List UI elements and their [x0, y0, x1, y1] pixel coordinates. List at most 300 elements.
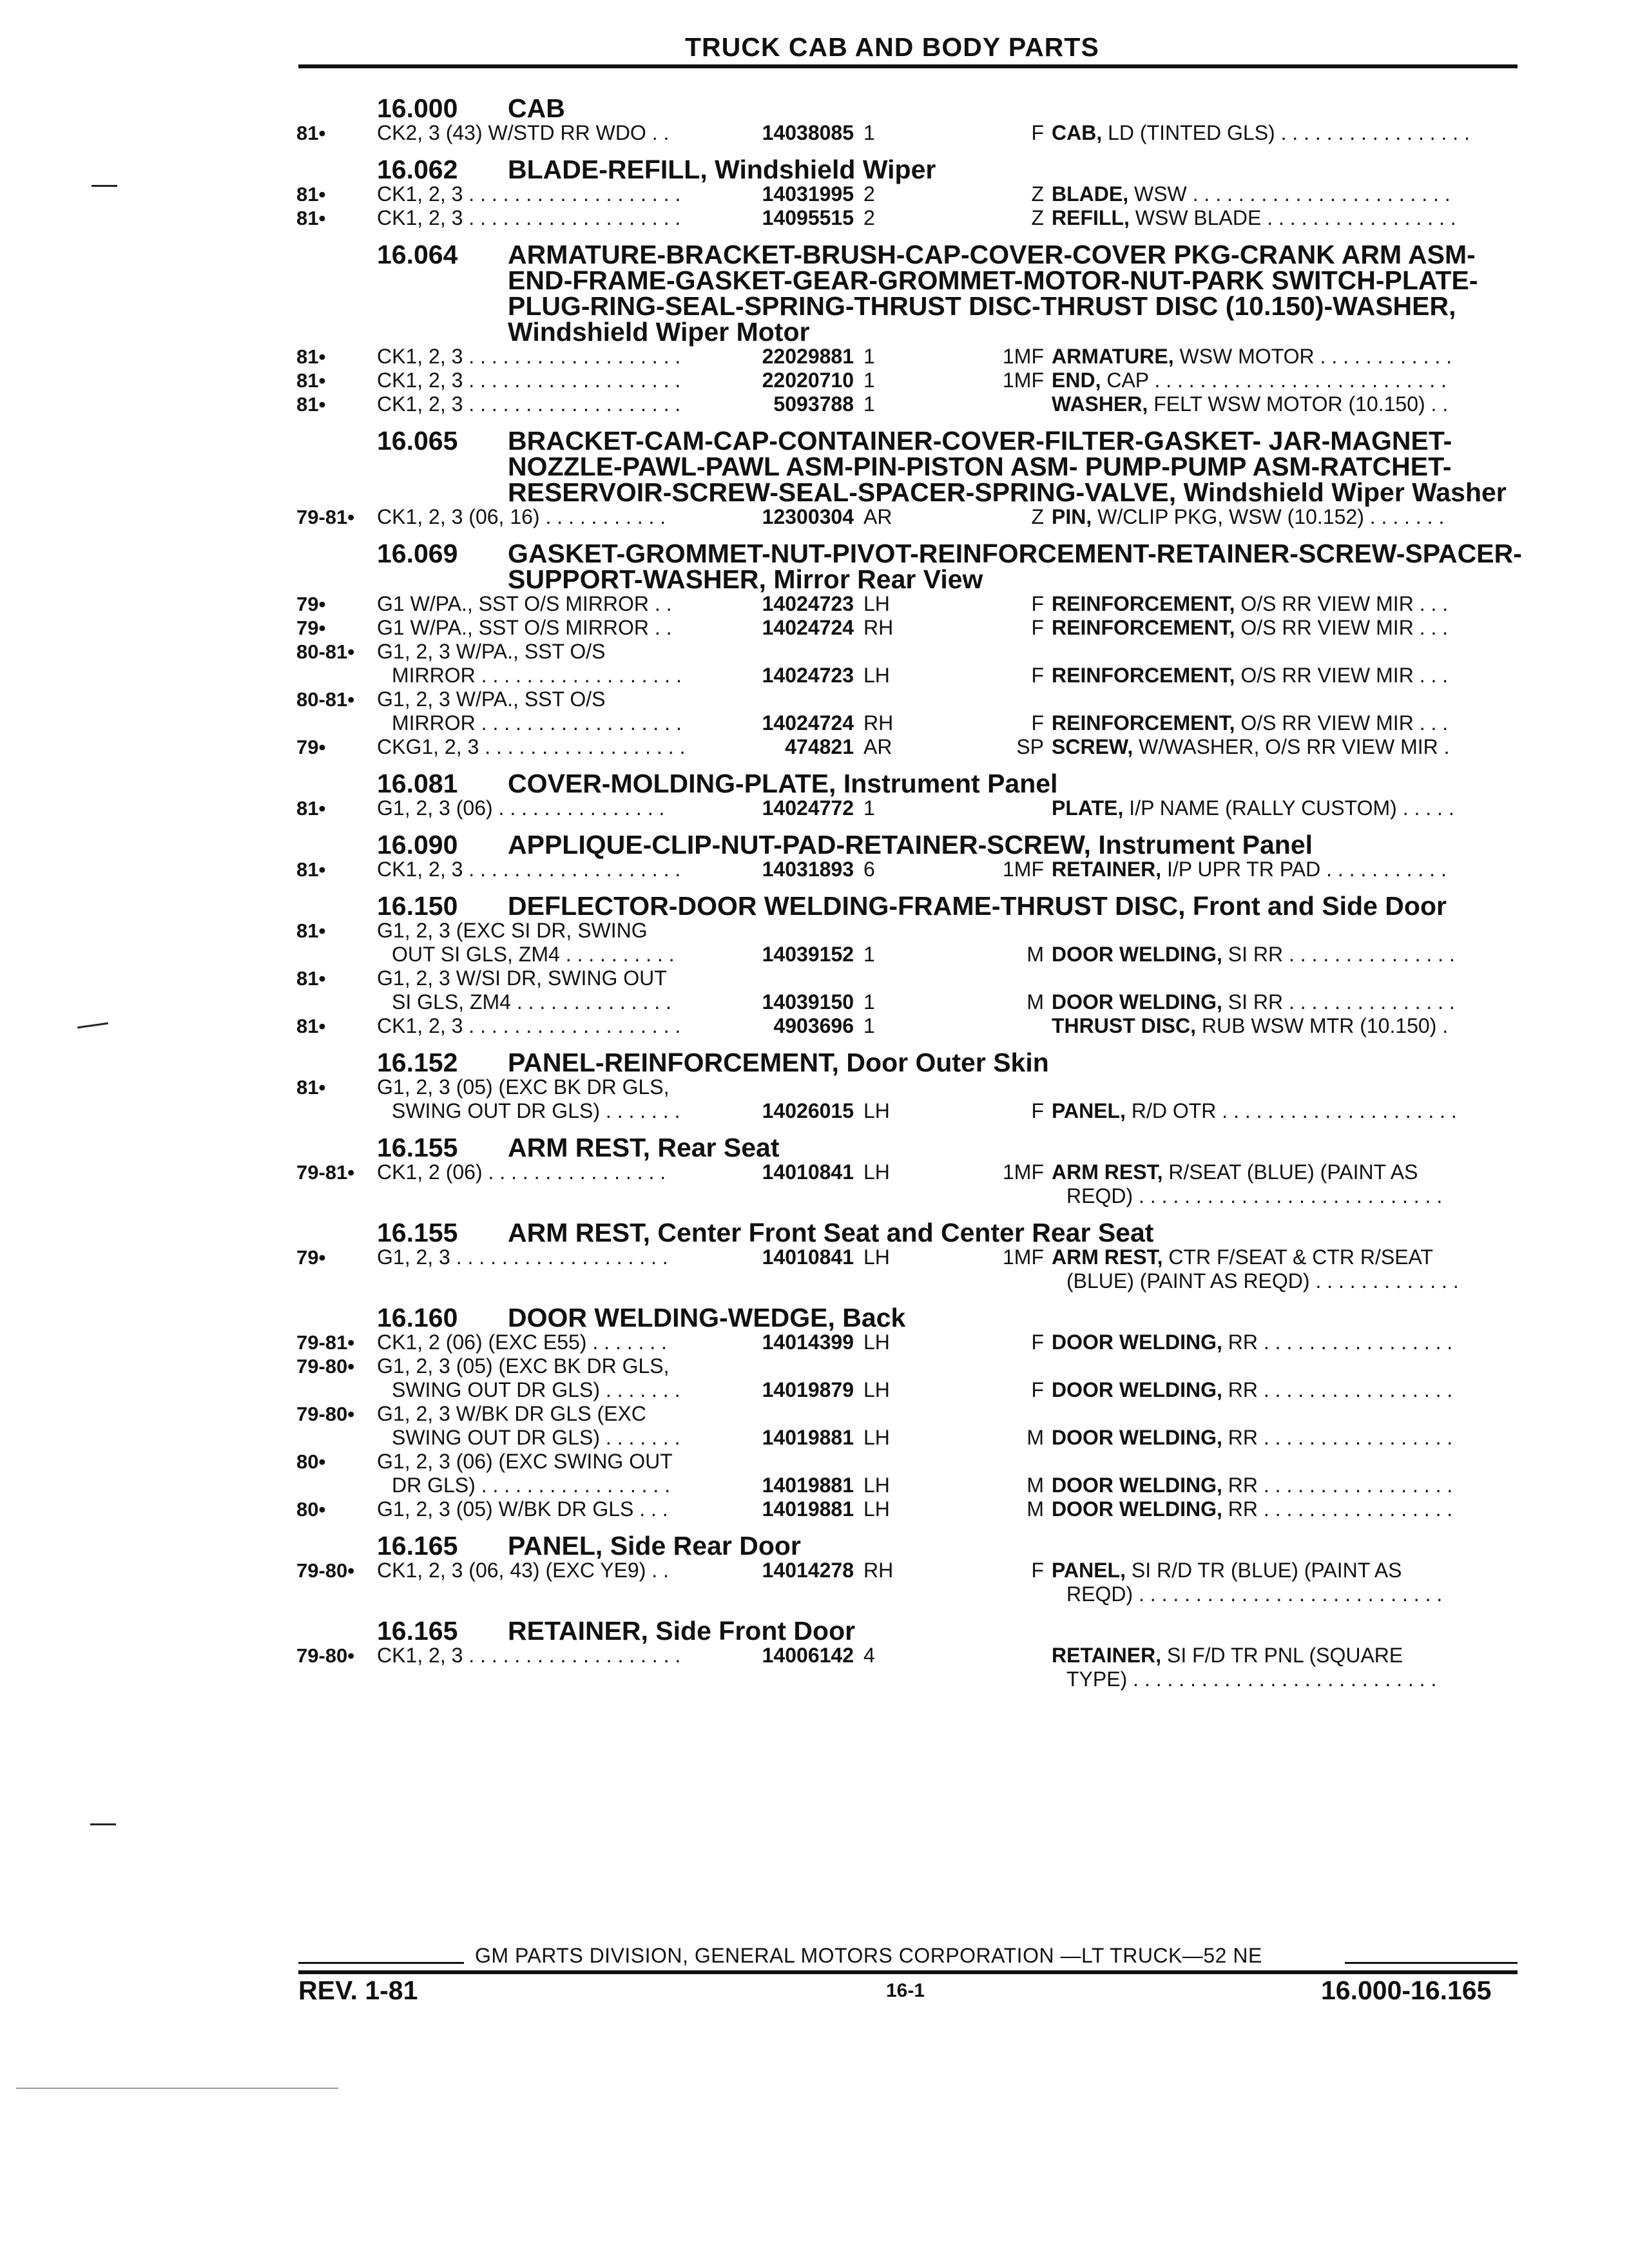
model-year: 79-80•	[296, 1559, 355, 1582]
part-number: 474821	[785, 735, 854, 758]
part-row	[296, 392, 1521, 416]
description	[1052, 1099, 1519, 1123]
section-title: DEFLECTOR-DOOR WELDING-FRAME-THRUST DISC, Front and Side Door	[508, 891, 1447, 921]
description-text: RR . . . . . . . . . . . . . . . . .	[1228, 1331, 1453, 1354]
section-heading	[296, 428, 1521, 505]
part-row	[296, 1644, 1521, 1691]
model-year: 81•	[296, 207, 326, 229]
source-code: M	[1027, 943, 1044, 966]
margin-mark	[77, 1023, 108, 1029]
model-text-cont: SWING OUT DR GLS) . . . . . . .	[392, 1378, 680, 1401]
part-number: 14014278	[762, 1559, 854, 1582]
part-row	[296, 1245, 1521, 1293]
model-text: CK2, 3 (43) W/STD RR WDO . .	[377, 121, 670, 144]
model-text: G1, 2, 3 W/PA., SST O/S	[377, 640, 606, 663]
quantity: 1	[863, 345, 875, 368]
quantity: RH	[863, 1559, 894, 1582]
description	[1052, 1644, 1519, 1667]
source-code: M	[1027, 1426, 1044, 1449]
description	[1052, 990, 1519, 1014]
section-title: BLADE-REFILL, Windshield Wiper	[508, 155, 936, 184]
part-row	[296, 345, 1521, 369]
description-cont: REQD) . . . . . . . . . . . . . . . . . . . . . . . . . . .	[1066, 1184, 1443, 1207]
source-code: M	[1027, 990, 1044, 1014]
model-text: CK1, 2, 3 (06, 16) . . . . . . . . . . .	[377, 505, 666, 528]
source-code: F	[1031, 664, 1044, 687]
model-text: G1, 2, 3 (05) (EXC BK DR GLS,	[377, 1075, 670, 1099]
quantity: 6	[863, 858, 875, 881]
parts-section	[296, 242, 1521, 416]
part-number: 14010841	[762, 1245, 854, 1269]
part-number: 14024723	[762, 664, 854, 687]
parts-list	[296, 84, 1521, 1691]
model-year: 81•	[296, 1076, 326, 1099]
model-text: CK1, 2, 3 . . . . . . . . . . . . . . . . . . .	[377, 1014, 681, 1037]
model-year: 79-81•	[296, 506, 355, 528]
part-row	[296, 966, 1521, 1014]
description-text: WSW BLADE . . . . . . . . . . . . . . . . .	[1135, 206, 1456, 229]
description-cont: (BLUE) (PAINT AS REQD) . . . . . . . . . . . . .	[1066, 1269, 1459, 1293]
description	[1052, 1559, 1519, 1582]
model-year: 81•	[296, 393, 326, 416]
description-text: W/CLIP PKG, WSW (10.152) . . . . . . .	[1097, 505, 1445, 528]
source-code: Z	[1031, 206, 1044, 229]
model-text: G1, 2, 3 W/BK DR GLS (EXC	[377, 1402, 646, 1425]
description-text: O/S RR VIEW MIR . . .	[1240, 592, 1449, 615]
description	[1052, 121, 1519, 145]
part-row	[296, 796, 1521, 820]
description	[1052, 711, 1519, 735]
description-text: RR . . . . . . . . . . . . . . . . .	[1228, 1378, 1453, 1401]
part-row	[296, 616, 1521, 640]
page-number: 16-1	[886, 1980, 925, 2001]
part-row	[296, 121, 1521, 145]
part-row	[296, 1559, 1521, 1606]
source-code: F	[1031, 616, 1044, 639]
source-code: M	[1027, 1497, 1044, 1521]
revision-label: REV. 1-81	[298, 1975, 418, 2005]
model-year: 79-80•	[296, 1355, 355, 1378]
quantity: AR	[863, 735, 892, 758]
part-row	[296, 182, 1521, 206]
source-code: 1MF	[1003, 1160, 1044, 1184]
section-heading	[296, 1618, 1521, 1644]
description-noun: REINFORCEMENT,	[1052, 616, 1235, 639]
quantity: 1	[863, 1014, 875, 1037]
description	[1052, 182, 1519, 206]
model-text: G1, 2, 3 W/SI DR, SWING OUT	[377, 966, 667, 990]
description-text: SI F/D TR PNL (SQUARE	[1166, 1644, 1403, 1667]
quantity: LH	[863, 1331, 890, 1354]
source-code: Z	[1031, 182, 1044, 206]
description-text: I/P UPR TR PAD . . . . . . . . . . .	[1166, 858, 1447, 881]
model-year: 79•	[296, 736, 326, 758]
description-cont: TYPE) . . . . . . . . . . . . . . . . . . . . . . . . . . .	[1066, 1667, 1437, 1691]
description	[1052, 943, 1519, 966]
description	[1052, 1474, 1519, 1497]
section-heading	[296, 771, 1521, 796]
model-year: 79-80•	[296, 1644, 355, 1667]
section-title: CAB	[508, 93, 565, 123]
part-number: 5093788	[773, 392, 854, 416]
model-year: 80•	[296, 1498, 326, 1521]
part-row	[296, 1450, 1521, 1497]
source-code: 1MF	[1003, 858, 1044, 881]
part-number: 14024772	[762, 796, 854, 820]
description-noun: PANEL,	[1052, 1099, 1126, 1122]
quantity: RH	[863, 711, 894, 735]
section-number: 16.064	[377, 240, 458, 269]
quantity: 4	[863, 1644, 875, 1667]
section-number: 16.165	[377, 1616, 458, 1646]
part-number: 14031995	[762, 182, 854, 206]
model-text: G1 W/PA., SST O/S MIRROR . .	[377, 592, 672, 615]
section-title: GASKET-GROMMET-NUT-PIVOT-REINFORCEMENT-RETAINER-SCREW-SPACER-SUPPORT-WASHER, Mirror Rear View	[508, 539, 1522, 594]
model-text: CKG1, 2, 3 . . . . . . . . . . . . . . . . . .	[377, 735, 686, 758]
parts-section	[296, 832, 1521, 881]
source-code: F	[1031, 1331, 1044, 1354]
model-text: G1, 2, 3 (06) . . . . . . . . . . . . . . .	[377, 796, 665, 820]
description	[1052, 616, 1519, 640]
part-number: 14006142	[762, 1644, 854, 1667]
model-text-cont: SWING OUT DR GLS) . . . . . . .	[392, 1426, 680, 1449]
part-row	[296, 1402, 1521, 1450]
footer-credit: GM PARTS DIVISION, GENERAL MOTORS CORPORATION —LT TRUCK—52 NE	[475, 1944, 1262, 1967]
parts-section	[296, 1135, 1521, 1208]
source-code: F	[1031, 121, 1044, 144]
footer-rule-left	[298, 1962, 464, 1964]
parts-section	[296, 157, 1521, 230]
source-code: F	[1031, 711, 1044, 735]
description-noun: END,	[1052, 369, 1101, 392]
quantity: LH	[863, 1245, 890, 1269]
section-heading	[296, 1533, 1521, 1559]
section-number: 16.165	[377, 1531, 458, 1561]
description-text: CAP . . . . . . . . . . . . . . . . . . . . . . . . . .	[1106, 369, 1447, 392]
description-noun: CAB,	[1052, 121, 1103, 144]
description-noun: DOOR WELDING,	[1052, 1426, 1222, 1449]
part-number: 14024724	[762, 711, 854, 735]
description-noun: ARM REST,	[1052, 1245, 1163, 1269]
model-year: 79-81•	[296, 1331, 355, 1354]
model-year: 81•	[296, 369, 326, 392]
description	[1052, 206, 1519, 230]
model-year: 79•	[296, 593, 326, 615]
part-number: 14031893	[762, 858, 854, 881]
description	[1052, 1331, 1519, 1354]
quantity: LH	[863, 1497, 890, 1521]
part-number: 14095515	[762, 206, 854, 229]
margin-mark	[92, 185, 117, 187]
model-year: 81•	[296, 967, 326, 990]
quantity: LH	[863, 664, 890, 687]
description-noun: PANEL,	[1052, 1559, 1126, 1582]
description-text: RR . . . . . . . . . . . . . . . . .	[1228, 1474, 1453, 1497]
description-text: WSW MOTOR . . . . . . . . . . . .	[1179, 345, 1452, 368]
model-year: 79•	[296, 1246, 326, 1269]
description-noun: REINFORCEMENT,	[1052, 592, 1235, 615]
description	[1052, 858, 1519, 881]
model-text-cont: DR GLS) . . . . . . . . . . . . . . . . .	[392, 1474, 671, 1497]
section-title: ARM REST, Center Front Seat and Center Rear Seat	[508, 1218, 1154, 1247]
model-text: G1, 2, 3 (05) W/BK DR GLS . . .	[377, 1497, 668, 1521]
description-text: RR . . . . . . . . . . . . . . . . .	[1228, 1497, 1453, 1521]
description-noun: RETAINER,	[1052, 1644, 1162, 1667]
model-text: CK1, 2, 3 . . . . . . . . . . . . . . . . . . .	[377, 858, 681, 881]
section-title: ARMATURE-BRACKET-BRUSH-CAP-COVER-COVER PKG-CRANK ARM ASM-END-FRAME-GASKET-GEAR-GROMMET-MOTOR-NUT-PARK SWITCH-PLATE-PLUG-RING-SEAL-SPRING-THRUST DISC-THRUST DISC (10.150)-WASHER, Windshield Wiper Motor	[508, 240, 1478, 347]
page-title: TRUCK CAB AND BODY PARTS	[685, 32, 1099, 62]
section-title: APPLIQUE-CLIP-NUT-PAD-RETAINER-SCREW, Instrument Panel	[508, 830, 1313, 860]
part-row	[296, 369, 1521, 392]
description-text: WSW . . . . . . . . . . . . . . . . . . . . . . .	[1134, 182, 1451, 206]
description	[1052, 796, 1519, 820]
model-year: 81•	[296, 122, 326, 144]
part-number: 4903696	[773, 1014, 854, 1037]
section-heading	[296, 541, 1521, 592]
source-code: M	[1027, 1474, 1044, 1497]
model-text: G1, 2, 3 . . . . . . . . . . . . . . . . . . .	[377, 1245, 668, 1269]
part-number: 14019881	[762, 1497, 854, 1521]
header-rule	[298, 64, 1518, 68]
description-text: O/S RR VIEW MIR . . .	[1240, 664, 1449, 687]
part-number: 22029881	[762, 345, 854, 368]
footer-rule	[298, 1970, 1518, 1974]
source-code: 1MF	[1003, 1245, 1044, 1269]
part-number: 14019881	[762, 1474, 854, 1497]
model-text: CK1, 2, 3 . . . . . . . . . . . . . . . . . . .	[377, 392, 681, 416]
description-noun: DOOR WELDING,	[1052, 1331, 1222, 1354]
part-number: 12300304	[762, 505, 854, 528]
section-number: 16.160	[377, 1303, 458, 1332]
quantity: LH	[863, 1474, 890, 1497]
description	[1052, 592, 1519, 616]
description-text: CTR F/SEAT & CTR R/SEAT	[1168, 1245, 1434, 1269]
description-noun: THRUST DISC,	[1052, 1014, 1196, 1037]
source-code: 1MF	[1003, 369, 1044, 392]
section-number: 16.090	[377, 830, 458, 860]
description-cont: REQD) . . . . . . . . . . . . . . . . . . . . . . . . . . .	[1066, 1582, 1443, 1606]
description-text: R/D OTR . . . . . . . . . . . . . . . . . . . . .	[1131, 1099, 1457, 1122]
description-text: FELT WSW MOTOR (10.150) . .	[1153, 392, 1449, 416]
part-row	[296, 1497, 1521, 1521]
parts-section	[296, 1533, 1521, 1606]
parts-section	[296, 1305, 1521, 1521]
part-row	[296, 919, 1521, 966]
model-text-cont: MIRROR . . . . . . . . . . . . . . . . . .	[392, 664, 682, 687]
model-text-cont: SI GLS, ZM4 . . . . . . . . . . . . . .	[392, 990, 671, 1014]
description-text: SI R/D TR (BLUE) (PAINT AS	[1131, 1559, 1402, 1582]
description	[1052, 1426, 1519, 1450]
part-number: 14024724	[762, 616, 854, 639]
model-year: 79•	[296, 617, 326, 639]
part-number: 14014399	[762, 1331, 854, 1354]
parts-section	[296, 1050, 1521, 1123]
model-text: G1, 2, 3 (05) (EXC BK DR GLS,	[377, 1354, 670, 1378]
quantity: LH	[863, 1160, 890, 1184]
section-heading	[296, 1050, 1521, 1075]
quantity: 2	[863, 206, 875, 229]
section-heading	[296, 1305, 1521, 1331]
description-noun: REFILL,	[1052, 206, 1130, 229]
model-text-cont: SWING OUT DR GLS) . . . . . . .	[392, 1099, 680, 1122]
part-row	[296, 1331, 1521, 1354]
model-text: G1, 2, 3 W/PA., SST O/S	[377, 687, 606, 711]
quantity: 1	[863, 943, 875, 966]
description	[1052, 345, 1519, 369]
description	[1052, 1497, 1519, 1521]
source-code: F	[1031, 1378, 1044, 1401]
quantity: 1	[863, 369, 875, 392]
section-title: ARM REST, Rear Seat	[508, 1133, 780, 1162]
description-text: SI RR . . . . . . . . . . . . . . .	[1228, 990, 1455, 1014]
section-range: 16.000-16.165	[1321, 1975, 1492, 2005]
section-number: 16.069	[377, 539, 458, 568]
description-text: R/SEAT (BLUE) (PAINT AS	[1168, 1160, 1418, 1184]
section-title: RETAINER, Side Front Door	[508, 1616, 856, 1646]
description-text: RUB WSW MTR (10.150) .	[1201, 1014, 1449, 1037]
quantity: LH	[863, 592, 890, 615]
description-noun: WASHER,	[1052, 392, 1148, 416]
part-number: 14038085	[762, 121, 854, 144]
description	[1052, 735, 1519, 759]
part-row	[296, 1354, 1521, 1402]
model-year: 80•	[296, 1450, 326, 1473]
quantity: 1	[863, 796, 875, 820]
model-text: CK1, 2, 3 . . . . . . . . . . . . . . . . . . .	[377, 182, 681, 206]
model-year: 81•	[296, 858, 326, 881]
model-text: CK1, 2, 3 . . . . . . . . . . . . . . . . . . .	[377, 369, 681, 392]
part-number: 22020710	[762, 369, 854, 392]
model-year: 81•	[296, 183, 326, 206]
part-row	[296, 505, 1521, 529]
part-number: 14039152	[762, 943, 854, 966]
section-number: 16.081	[377, 769, 458, 798]
part-row	[296, 687, 1521, 735]
source-code: Z	[1031, 505, 1044, 528]
section-title: PANEL, Side Rear Door	[508, 1531, 801, 1561]
source-code: F	[1031, 1099, 1044, 1122]
description-noun: BLADE,	[1052, 182, 1129, 206]
section-title: COVER-MOLDING-PLATE, Instrument Panel	[508, 769, 1058, 798]
margin-mark	[90, 1823, 116, 1825]
description-noun: SCREW,	[1052, 735, 1133, 758]
part-row	[296, 1160, 1521, 1208]
model-text: CK1, 2, 3 (06, 43) (EXC YE9) . .	[377, 1559, 669, 1582]
description	[1052, 1014, 1519, 1038]
part-row	[296, 1014, 1521, 1038]
description-noun: RETAINER,	[1052, 858, 1162, 881]
quantity: LH	[863, 1426, 890, 1449]
model-year: 79-81•	[296, 1161, 355, 1184]
quantity: LH	[863, 1099, 890, 1122]
section-heading	[296, 893, 1521, 919]
quantity: 1	[863, 990, 875, 1014]
parts-section	[296, 1220, 1521, 1293]
section-heading	[296, 1220, 1521, 1245]
description	[1052, 664, 1519, 687]
part-number: 14026015	[762, 1099, 854, 1122]
parts-section	[296, 893, 1521, 1038]
section-heading	[296, 157, 1521, 182]
model-text: G1, 2, 3 (06) (EXC SWING OUT	[377, 1450, 673, 1473]
quantity: 2	[863, 182, 875, 206]
section-title: PANEL-REINFORCEMENT, Door Outer Skin	[508, 1048, 1049, 1077]
model-text: CK1, 2, 3 . . . . . . . . . . . . . . . . . . .	[377, 1644, 681, 1667]
model-text: CK1, 2 (06) (EXC E55) . . . . . . .	[377, 1331, 667, 1354]
model-text: G1, 2, 3 (EXC SI DR, SWING	[377, 919, 648, 942]
model-year: 81•	[296, 345, 326, 368]
model-text-cont: MIRROR . . . . . . . . . . . . . . . . . .	[392, 711, 682, 735]
model-year: 81•	[296, 919, 326, 942]
part-number: 14010841	[762, 1160, 854, 1184]
section-number: 16.000	[377, 93, 458, 123]
description-noun: REINFORCEMENT,	[1052, 664, 1235, 687]
parts-section	[296, 541, 1521, 759]
model-year: 80-81•	[296, 688, 355, 711]
part-row	[296, 858, 1521, 881]
parts-section	[296, 1618, 1521, 1691]
part-number: 14024723	[762, 592, 854, 615]
description	[1052, 1378, 1519, 1402]
model-text-cont: OUT SI GLS, ZM4 . . . . . . . . . .	[392, 943, 675, 966]
part-number: 14039150	[762, 990, 854, 1014]
part-row	[296, 592, 1521, 616]
description-noun: ARM REST,	[1052, 1160, 1163, 1184]
model-year: 79-80•	[296, 1403, 355, 1425]
section-number: 16.062	[377, 155, 458, 184]
part-number: 14019879	[762, 1378, 854, 1401]
section-number: 16.065	[377, 426, 458, 456]
parts-section	[296, 771, 1521, 820]
quantity: RH	[863, 616, 894, 639]
source-code: F	[1031, 592, 1044, 615]
section-number: 16.155	[377, 1218, 458, 1247]
model-text: CK1, 2, 3 . . . . . . . . . . . . . . . . . . .	[377, 206, 681, 229]
description	[1052, 505, 1519, 529]
part-row	[296, 735, 1521, 759]
part-row	[296, 206, 1521, 230]
section-number: 16.150	[377, 891, 458, 921]
description-noun: DOOR WELDING,	[1052, 943, 1222, 966]
part-row	[296, 640, 1521, 687]
section-title: DOOR WELDING-WEDGE, Back	[508, 1303, 906, 1332]
section-heading	[296, 1135, 1521, 1160]
description-text: SI RR . . . . . . . . . . . . . . .	[1228, 943, 1455, 966]
model-year: 81•	[296, 797, 326, 820]
model-text: G1 W/PA., SST O/S MIRROR . .	[377, 616, 672, 639]
section-number: 16.152	[377, 1048, 458, 1077]
description	[1052, 1160, 1519, 1184]
quantity: 1	[863, 121, 875, 144]
section-heading	[296, 832, 1521, 858]
description-noun: PLATE,	[1052, 796, 1124, 820]
description-text: O/S RR VIEW MIR . . .	[1240, 616, 1449, 639]
section-number: 16.155	[377, 1133, 458, 1162]
quantity: AR	[863, 505, 892, 528]
source-code: SP	[1016, 735, 1044, 758]
part-number: 14019881	[762, 1426, 854, 1449]
section-heading	[296, 95, 1521, 121]
source-code: F	[1031, 1559, 1044, 1582]
footer-rule-right	[1345, 1962, 1518, 1964]
quantity: LH	[863, 1378, 890, 1401]
description-text: O/S RR VIEW MIR . . .	[1240, 711, 1449, 735]
description-text: I/P NAME (RALLY CUSTOM) . . . . .	[1129, 796, 1454, 820]
section-heading	[296, 242, 1521, 345]
model-text: CK1, 2, 3 . . . . . . . . . . . . . . . . . . .	[377, 345, 681, 368]
description-noun: DOOR WELDING,	[1052, 1497, 1222, 1521]
description	[1052, 1245, 1519, 1269]
